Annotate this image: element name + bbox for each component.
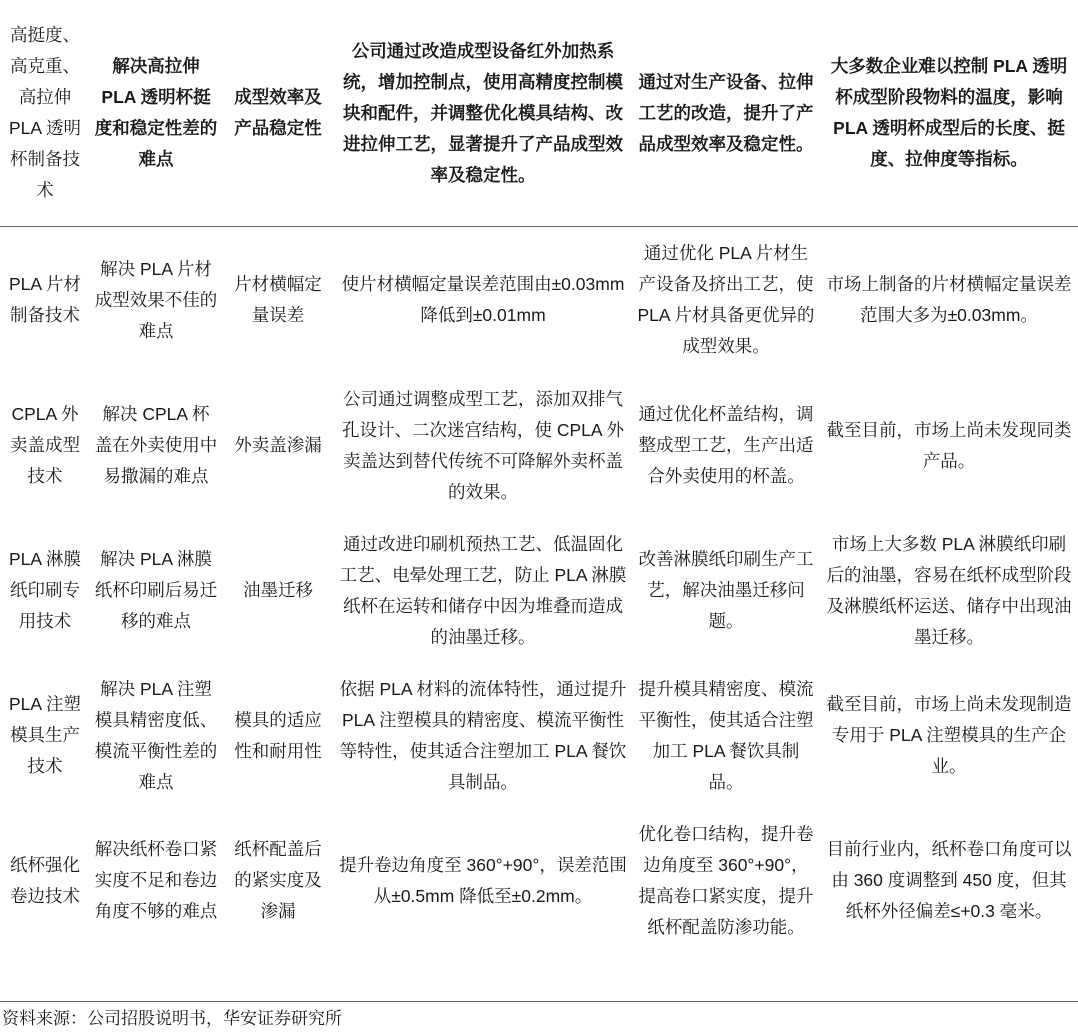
header-cell-indicator: 成型效率及产品稳定性 [234,87,322,138]
cell-improvement: 改善淋膜纸印刷生产工艺，解决油墨迁移问题。 [638,549,814,631]
cell-achievement: 使片材横幅定量误差范围由±0.03mm 降低到±0.01mm [341,274,625,325]
cell-industry-status: 市场上制备的片材横幅定量误差范围大多为±0.03mm。 [826,274,1072,325]
source-note: 资料来源：公司招股说明书，华安证券研究所 [2,1009,342,1028]
cell-achievement: 通过改进印刷机预热工艺、低温固化工艺、电晕处理工艺，防止 PLA 淋膜纸杯在运转和储存中因为堆叠而造成的油墨迁移。 [339,533,627,647]
cell-industry-status: 截至目前，市场上尚未发现制造专用于 PLA 注塑模具的生产企业。 [826,694,1072,776]
cell-technology: PLA 淋膜纸印刷专用技术 [9,549,81,631]
cell-technology: 纸杯强化卷边技术 [10,854,80,906]
header-cell-improvement: 通过对生产设备、拉伸工艺的改造，提升了产品成型效率及稳定性。 [638,71,814,154]
header-cell-achievement: 公司通过改造成型设备红外加热系统，增加控制点，使用高精度控制模块和配件，并调整优化模具结构、改进拉伸工艺，显著提升了产品成型效率及稳定性。 [343,40,623,185]
cell-achievement: 依据 PLA 材料的流体特性，通过提升 PLA 注塑模具的精密度、模流平衡性等特性，使其适合注塑加工 PLA 餐饮具制品。 [339,678,627,792]
cell-technology: CPLA 外卖盖成型技术 [10,404,80,486]
cell-improvement: 通过优化杯盖结构，调整成型工艺，生产出适合外卖使用的杯盖。 [638,404,814,486]
cell-technology: PLA 注塑模具生产技术 [9,694,81,776]
cell-indicator: 纸杯配盖后的紧实度及渗漏 [234,839,322,921]
table-bottom-rule [0,1001,1078,1002]
cell-problem: 解决纸杯卷口紧实度不足和卷边角度不够的难点 [94,839,218,921]
cell-industry-status: 截至目前，市场上尚未发现同类产品。 [826,419,1072,471]
table-row [0,663,1078,808]
cell-problem: 解决 PLA 注塑模具精密度低、模流平衡性差的难点 [94,678,218,792]
cell-improvement: 提升模具精密度、模流平衡性，使其适合注塑加工 PLA 餐饮具制品。 [638,678,814,792]
cell-indicator: 模具的适应性和耐用性 [234,709,322,761]
cell-industry-status: 市场上大多数 PLA 淋膜纸印刷后的油墨，容易在纸杯成型阶段及淋膜纸杯运送、储存中出现油墨迁移。 [826,533,1072,647]
cell-problem: 解决 PLA 片材成型效果不佳的难点 [94,258,218,341]
header-cell-technology: 高挺度、高克重、高拉伸 PLA 透明杯制备技术 [9,25,81,200]
cell-problem: 解决 CPLA 杯盖在外卖使用中易撒漏的难点 [94,404,218,486]
cell-indicator: 片材横幅定量误差 [234,274,322,325]
cell-indicator: 外卖盖渗漏 [234,435,322,455]
cell-improvement: 通过优化 PLA 片材生产设备及挤出工艺，使 PLA 片材具备更优异的成型效果。 [637,243,815,356]
table-row [0,373,1078,518]
cell-achievement: 公司通过调整成型工艺，添加双排气孔设计、二次迷宫结构，使 CPLA 外卖盖达到替代传统不可降解外卖杯盖的效果。 [342,388,624,502]
table-row [0,227,1078,374]
cell-achievement: 提升卷边角度至 360°+90°，误差范围从±0.5mm 降低至±0.2mm。 [339,854,627,906]
cell-industry-status: 目前行业内，纸杯卷口角度可以由 360 度调整到 450 度，但其纸杯外径偏差≤+0.3 毫米。 [826,839,1072,921]
table-row [0,808,1078,953]
cell-improvement: 优化卷口结构，提升卷边角度至 360°+90°，提高卷口紧实度，提升纸杯配盖防渗功能。 [638,823,814,937]
table-header-row [0,0,1078,227]
table-row [0,518,1078,663]
cell-problem: 解决 PLA 淋膜纸杯印刷后易迁移的难点 [94,549,218,631]
header-cell-industry-status: 大多数企业难以控制 PLA 透明杯成型阶段物料的温度，影响 PLA 透明杯成型后的长度、挺度、拉伸度等指标。 [830,56,1068,169]
header-cell-problem: 解决高拉伸 PLA 透明杯挺度和稳定性差的难点 [94,56,218,169]
cell-technology: PLA 片材制备技术 [9,274,81,325]
cell-indicator: 油墨迁移 [243,580,313,600]
